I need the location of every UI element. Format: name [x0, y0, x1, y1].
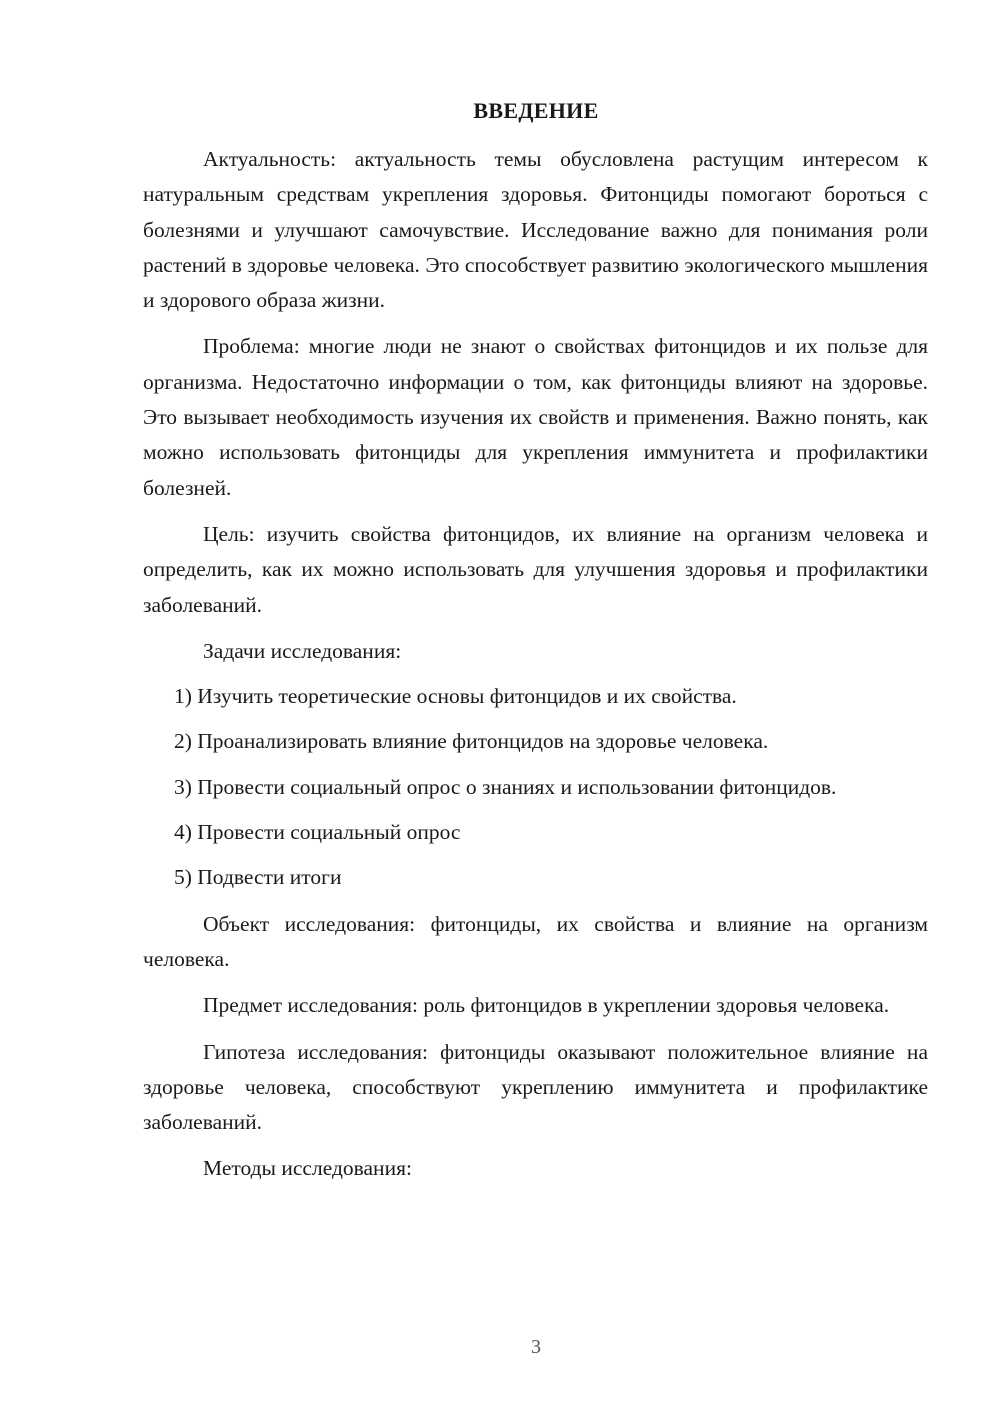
task-item-2: 2) Проанализировать влияние фитонцидов на здоровье человека. — [174, 729, 769, 754]
methods-heading: Методы исследования: — [203, 1156, 412, 1181]
tasks-heading: Задачи исследования: — [203, 638, 402, 663]
relevance-paragraph: Актуальность: актуальность темы обусловлена растущим интересом к натуральным средствам укрепления здоровья. Фитонциды помогают бороться с болезнями и улучшают самочувствие. Исследование важно для понимания роли растений в здоровье человека. Это способствует развитию экологического мышления и здорового образа жизни. — [143, 147, 928, 313]
page-number: 3 — [531, 1336, 541, 1358]
tasks-list — [143, 679, 928, 895]
task-item-4: 4) Провести социальный опрос — [174, 820, 461, 845]
subject-paragraph: Предмет исследования: роль фитонцидов в укреплении здоровья человека. — [203, 993, 890, 1018]
hypothesis-paragraph: Гипотеза исследования: фитонциды оказывают положительное влияние на здоровье человека, способствуют укреплению иммунитета и профилактике заболеваний. — [143, 1039, 928, 1135]
object-paragraph: Объект исследования: фитонциды, их свойства и влияние на организм человека. — [143, 911, 928, 971]
task-item-1: 1) Изучить теоретические основы фитонцидов и их свойства. — [174, 684, 737, 709]
page-title: ВВЕДЕНИЕ — [473, 98, 599, 123]
document-body — [143, 142, 928, 1187]
task-item-3: 3) Провести социальный опрос о знаниях и использовании фитонцидов. — [174, 774, 837, 799]
goal-paragraph: Цель: изучить свойства фитонцидов, их влияние на организм человека и определить, как их можно использовать для улучшения здоровья и профилактики заболеваний. — [143, 521, 928, 617]
task-item-5: 5) Подвести итоги — [174, 865, 342, 890]
problem-paragraph: Проблема: многие люди не знают о свойствах фитонцидов и их пользе для организма. Недостаточно информации о том, как фитонциды влияют на здоровье. Это вызывает необходимость изучения их свойств и применения. Важно понять, как можно использовать фитонциды для укрепления иммунитета и профилактики болезней. — [143, 334, 928, 500]
